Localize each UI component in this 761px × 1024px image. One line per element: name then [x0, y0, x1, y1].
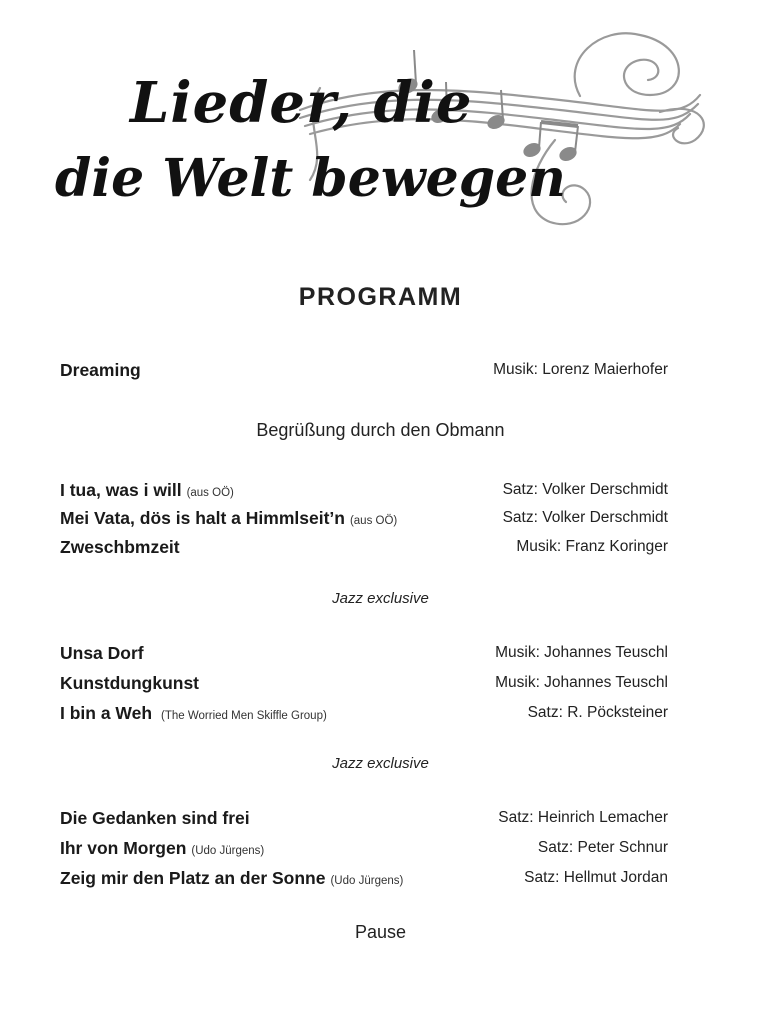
- program-item: [60, 480, 668, 506]
- program-item: [60, 673, 668, 699]
- song-note: (Udo Jürgens): [330, 875, 404, 887]
- program-item: [60, 868, 668, 894]
- logo: [0, 0, 761, 250]
- program-item: [60, 703, 668, 729]
- logo-text-line1: Lieder, die: [130, 70, 473, 136]
- program-item: [60, 643, 668, 669]
- program-item: [60, 808, 668, 834]
- song-note: (aus OÖ): [349, 515, 398, 527]
- song-credit: Musik: Johannes Teuschl: [495, 644, 668, 661]
- song-title: I tua, was i will (aus OÖ): [60, 480, 234, 500]
- program-title: PROGRAMM: [298, 283, 463, 311]
- song-title: I bin a Weh (The Worried Men Skiffle Group): [60, 703, 327, 723]
- song-credit: Satz: Hellmut Jordan: [524, 869, 668, 886]
- song-note: (The Worried Men Skiffle Group): [161, 710, 327, 722]
- song-title: Kunstdungkunst: [60, 673, 200, 693]
- song-credit: Musik: Johannes Teuschl: [495, 674, 668, 691]
- song-title: Die Gedanken sind frei: [60, 808, 250, 828]
- greeting-text: Begrüßung durch den Obmann: [256, 420, 505, 440]
- song-note: (aus OÖ): [186, 487, 234, 499]
- song-title: Unsa Dorf: [60, 643, 144, 663]
- logo-text-line2: die Welt bewegen: [55, 148, 566, 209]
- song-credit: Satz: R. Pöcksteiner: [527, 704, 668, 721]
- song-note: (Udo Jürgens): [191, 845, 265, 857]
- song-title: Mei Vata, dös is halt a Himmlseit’n (aus OÖ): [60, 508, 398, 528]
- song-title: Zeig mir den Platz an der Sonne (Udo Jürgens): [60, 868, 404, 888]
- program-item: [60, 360, 668, 386]
- song-credit: Satz: Heinrich Lemacher: [498, 809, 668, 826]
- song-title: Ihr von Morgen (Udo Jürgens): [60, 838, 265, 858]
- song-credit: Satz: Peter Schnur: [537, 839, 668, 856]
- song-title: Zweschbmzeit: [60, 537, 180, 557]
- program-item: [60, 537, 668, 563]
- pause-text: Pause: [354, 922, 407, 942]
- song-title: Dreaming: [60, 360, 141, 380]
- program-item: [60, 508, 668, 534]
- program-item: [60, 838, 668, 864]
- interlude-text: Jazz exclusive: [332, 590, 429, 607]
- song-credit: Musik: Franz Koringer: [516, 538, 668, 555]
- song-credit: Satz: Volker Derschmidt: [502, 481, 668, 498]
- interlude-text: Jazz exclusive: [332, 755, 429, 772]
- song-credit: Musik: Lorenz Maierhofer: [493, 361, 668, 378]
- song-credit: Satz: Volker Derschmidt: [502, 509, 668, 526]
